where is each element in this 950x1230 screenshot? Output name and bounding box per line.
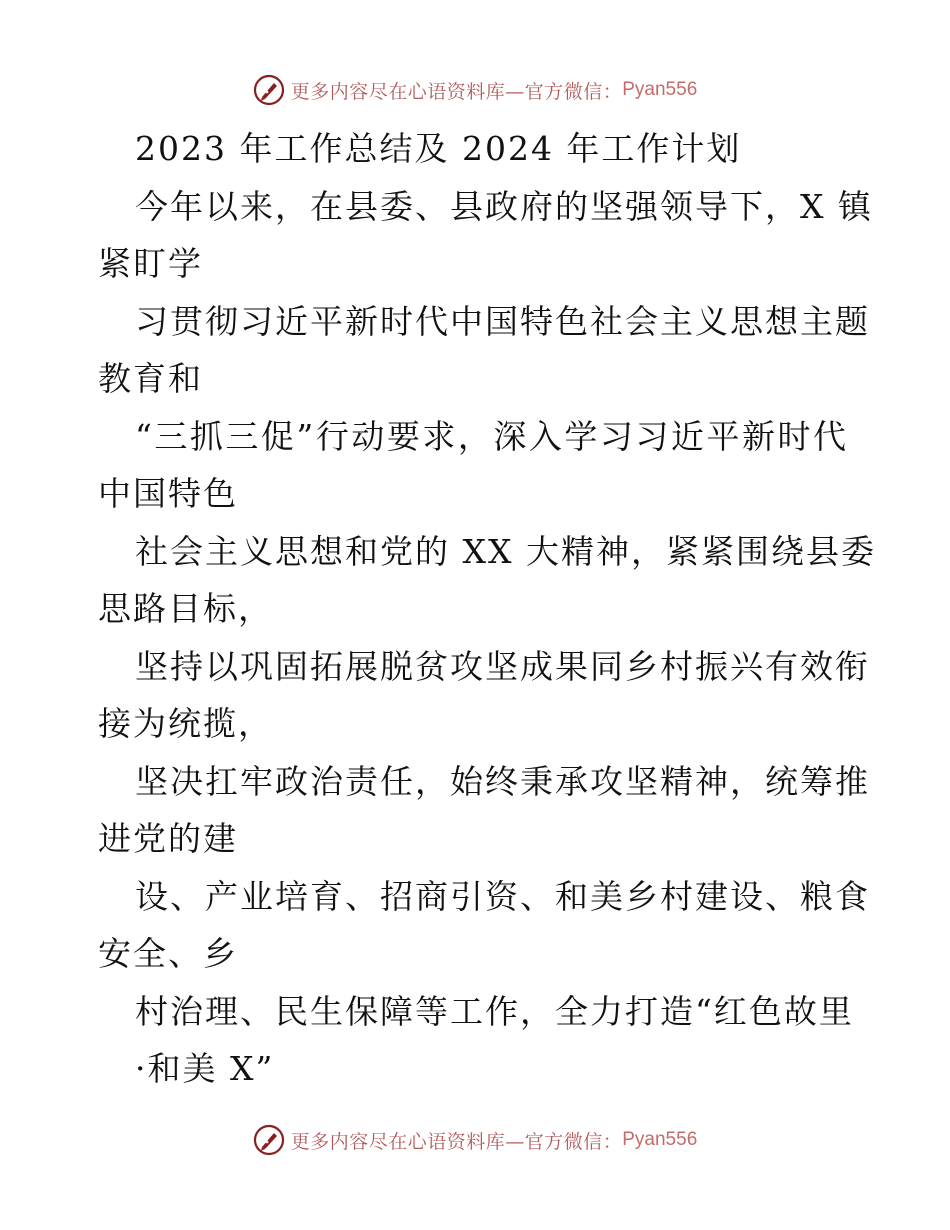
text-line: 安全、乡 (98, 934, 238, 973)
document-body (98, 120, 876, 1098)
text-line: 今年以来，在县委、县政府的坚强领导下，X 镇 (135, 186, 873, 226)
text-line: 坚持以巩固拓展脱贫攻坚成果同乡村振兴有效衔 (135, 646, 870, 686)
header-banner (0, 70, 950, 110)
text-line: 村治理、民生保障等工作，全力打造“红色故里 (135, 991, 854, 1031)
text-line: 坚决扛牢政治责任，始终秉承攻坚精神，统筹推 (135, 761, 870, 801)
text-line: 教育和 (98, 359, 203, 398)
pen-nib-logo-icon (253, 74, 285, 106)
banner-wechat-id: Pyan556 (622, 1129, 698, 1150)
document-title: 2023 年工作总结及 2024 年工作计划 (135, 129, 742, 168)
text-line: ·和美 X” (135, 1049, 275, 1088)
banner-text: 更多内容尽在心语资料库—官方微信： (290, 80, 623, 103)
banner-text: 更多内容尽在心语资料库—官方微信： (290, 1130, 623, 1153)
text-line: 社会主义思想和党的 XX 大精神，紧紧围绕县委 (135, 531, 876, 571)
text-line: 接为统揽， (98, 704, 273, 743)
text-line: 设、产业培育、招商引资、和美乡村建设、粮食 (135, 876, 870, 916)
text-line: 进党的建 (98, 819, 238, 858)
text-line: “三抓三促”行动要求，深入学习习近平新时代 (135, 416, 848, 456)
text-line: 习贯彻习近平新时代中国特色社会主义思想主题 (135, 301, 870, 341)
banner-wechat-id: Pyan556 (622, 79, 698, 100)
pen-nib-logo-icon (253, 1124, 285, 1156)
text-line: 紧盯学 (98, 244, 203, 283)
text-line: 中国特色 (98, 474, 238, 513)
footer-banner (0, 1120, 950, 1160)
text-line: 思路目标， (98, 589, 273, 628)
